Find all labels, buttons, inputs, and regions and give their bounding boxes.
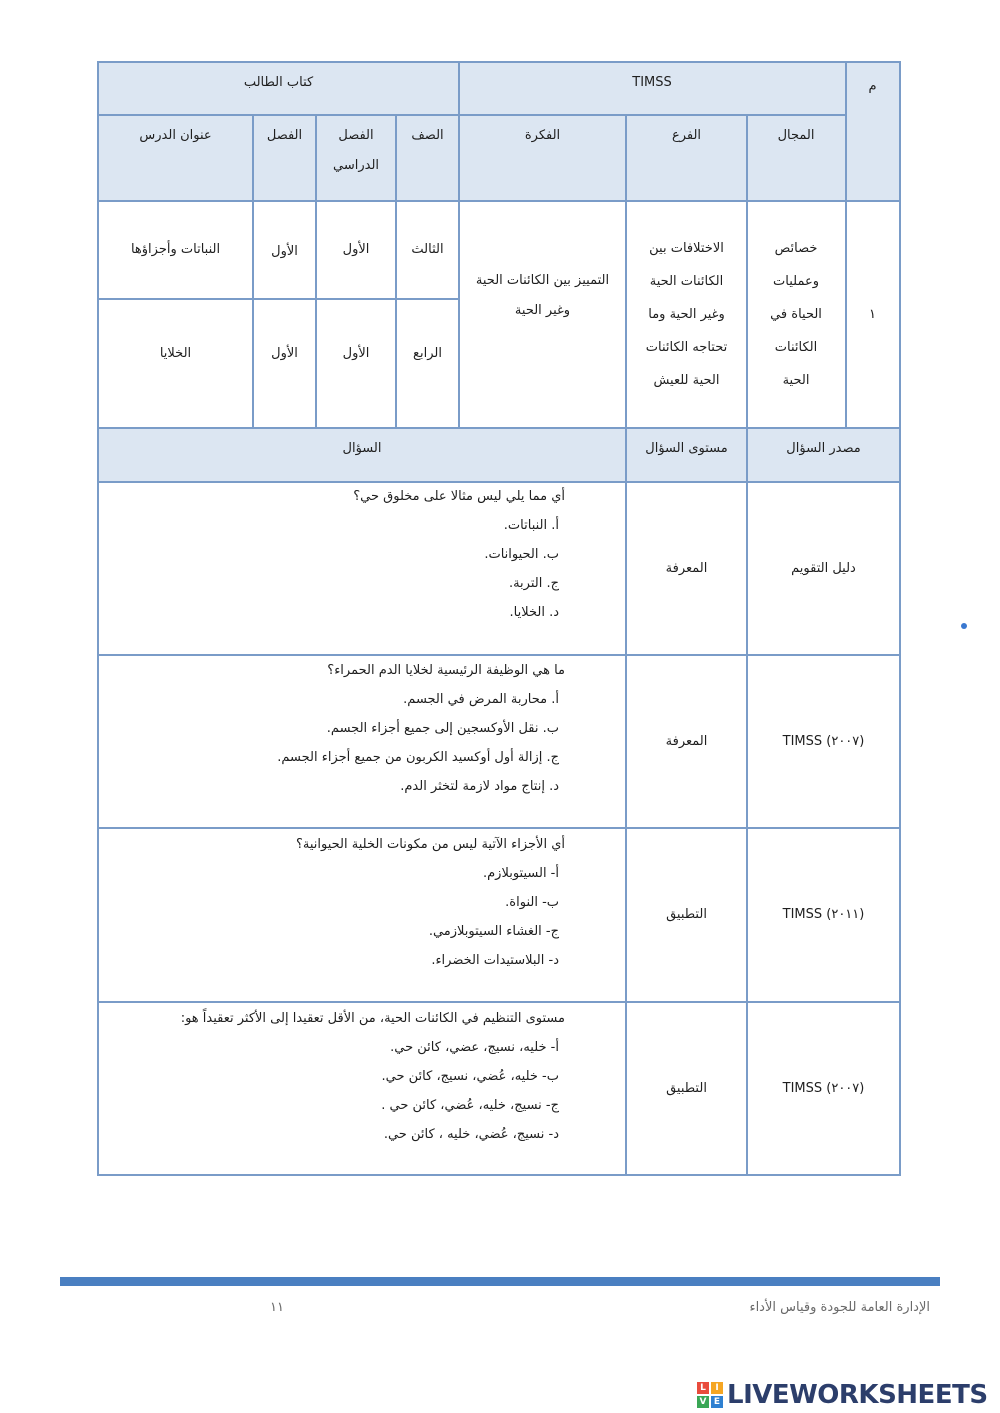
- grid-line: [252, 114, 254, 428]
- grid-line: [315, 114, 317, 428]
- q2-level: المعرفة: [665, 733, 708, 749]
- q3-option-d: د- البلاستيدات الخضراء.: [431, 953, 559, 968]
- qheader-source: مصدر السؤال: [747, 428, 900, 482]
- q1-source: دليل التقويم: [791, 560, 856, 576]
- q2-option-b: ب. نقل الأوكسجين إلى جميع أجزاء الجسم.: [326, 721, 559, 736]
- grid-line: [899, 61, 901, 1176]
- q3-level: التطبيق: [666, 907, 707, 922]
- logo-text: LIVEWORKSHEETS: [727, 1380, 988, 1410]
- logo-square-l: L: [697, 1382, 709, 1394]
- logo-square-v: V: [697, 1396, 709, 1408]
- grid-line: [97, 61, 901, 63]
- q2-option-d: د. إنتاج مواد لازمة لتخثر الدم.: [400, 779, 559, 794]
- q2-option-a: أ. محاربة المرض في الجسم.: [403, 692, 559, 707]
- grid-line: [395, 114, 397, 428]
- stray-dot: [961, 623, 967, 629]
- row1-number: ١: [869, 306, 876, 322]
- q3-option-c: ج- الغشاء السيتوبلازمي.: [428, 924, 559, 939]
- header-idea: الفكرة: [459, 115, 626, 201]
- q2-source: TIMSS (٢٠٠٧): [782, 733, 865, 749]
- qheader-question: السؤال: [98, 428, 626, 482]
- header-branch: الفرع: [626, 115, 747, 201]
- row1a-lesson: النباتات وأجزاؤها: [130, 242, 221, 257]
- header-semester: الفصل الدراسي: [316, 115, 396, 201]
- row1-branch: الاختلافات بين الكائنات الحية وغير الحية وما تحتاجه الكائنات الحية للعيش: [645, 241, 728, 388]
- q2-text: [277, 656, 565, 801]
- q2-stem: ما هي الوظيفة الرئيسية لخلايا الدم الحمراء؟: [327, 663, 565, 678]
- q4-text: [181, 1004, 565, 1149]
- row1b-semester: الأول: [342, 346, 370, 361]
- q3-option-b: ب- النواة.: [505, 895, 559, 910]
- row1-domain: خصائص وعمليات الحياة في الكائنات الحية: [770, 241, 822, 388]
- qheader-level: مستوى السؤال: [626, 428, 747, 482]
- q2-option-c: ج. إزالة أول أوكسيد الكربون من جميع أجزاء الجسم.: [277, 750, 559, 765]
- grid-line: [97, 654, 901, 656]
- q3-text: [296, 830, 565, 975]
- q4-option-d: د- نسيج، عُضي، خليه ، كائن حي.: [383, 1127, 559, 1142]
- q1-stem: أي مما يلي ليس مثالا على مخلوق حي؟: [353, 489, 565, 504]
- header-number: م: [845, 62, 900, 201]
- header-chapter: الفصل: [253, 115, 316, 201]
- grid-line: [97, 61, 99, 1176]
- grid-line: [845, 61, 847, 428]
- row1a-chapter: الأول: [271, 244, 298, 259]
- grid-line: [97, 298, 459, 300]
- footer-bar: [60, 1277, 940, 1286]
- row1-idea: التمييز بين الكائنات الحية وغير الحية: [475, 273, 610, 318]
- q4-stem: مستوى التنظيم في الكائنات الحية، من الأقل تعقيدا إلى الأكثر تعقيداً هو:: [180, 1011, 565, 1026]
- logo-squares-icon: [697, 1382, 723, 1408]
- q3-source: TIMSS (٢٠١١): [782, 907, 865, 922]
- logo-square-e: E: [711, 1396, 723, 1408]
- q1-level: المعرفة: [665, 560, 708, 576]
- header-timss: TIMSS: [459, 62, 845, 115]
- page-number: ١١: [270, 1300, 284, 1315]
- q1-option-c: ج. التربة.: [508, 576, 559, 591]
- header-student-book: كتاب الطالب: [98, 62, 459, 115]
- grid-line: [97, 481, 901, 483]
- header-grade: الصف: [396, 115, 459, 201]
- q4-option-c: ج- نسيج، خليه، عُضي، كائن حي .: [381, 1098, 559, 1113]
- footer-org: الإدارة العامة للجودة وقياس الأداء: [749, 1300, 930, 1315]
- grid-line: [97, 114, 846, 116]
- grid-line: [97, 827, 901, 829]
- grid-line: [97, 1001, 901, 1003]
- q1-option-b: ب. الحيوانات.: [484, 547, 559, 562]
- row1b-chapter: الأول: [271, 346, 298, 361]
- row1a-semester: الأول: [342, 242, 370, 257]
- header-domain: المجال: [747, 115, 845, 201]
- q4-level: التطبيق: [666, 1080, 707, 1096]
- row1b-lesson: الخلايا: [159, 346, 192, 361]
- row1b-grade: الرابع: [413, 346, 442, 361]
- q4-option-b: ب- خليه، عُضي، نسيج، كائن حي.: [381, 1069, 559, 1084]
- q4-option-a: أ- خليه، نسيج، عضي، كائن حي.: [390, 1040, 559, 1055]
- q3-option-a: أ- السيتوبلازم.: [482, 866, 559, 881]
- q3-stem: أي الأجزاء الآتية ليس من مكونات الخلية الحيوانية؟: [296, 837, 565, 852]
- liveworksheets-logo[interactable]: [697, 1378, 988, 1412]
- logo-square-i: I: [711, 1382, 723, 1394]
- q1-option-d: د. الخلايا.: [509, 605, 559, 620]
- row1a-grade: الثالث: [411, 242, 444, 257]
- grid-line: [97, 427, 901, 429]
- grid-line: [458, 61, 460, 428]
- header-lesson-title: عنوان الدرس: [98, 115, 253, 201]
- q1-option-a: أ. النباتات.: [503, 518, 559, 533]
- q1-text: [353, 482, 565, 627]
- grid-line: [625, 114, 627, 1176]
- grid-line: [97, 1174, 901, 1176]
- grid-line: [97, 200, 901, 202]
- q4-source: TIMSS (٢٠٠٧): [782, 1080, 865, 1096]
- grid-line: [746, 114, 748, 1176]
